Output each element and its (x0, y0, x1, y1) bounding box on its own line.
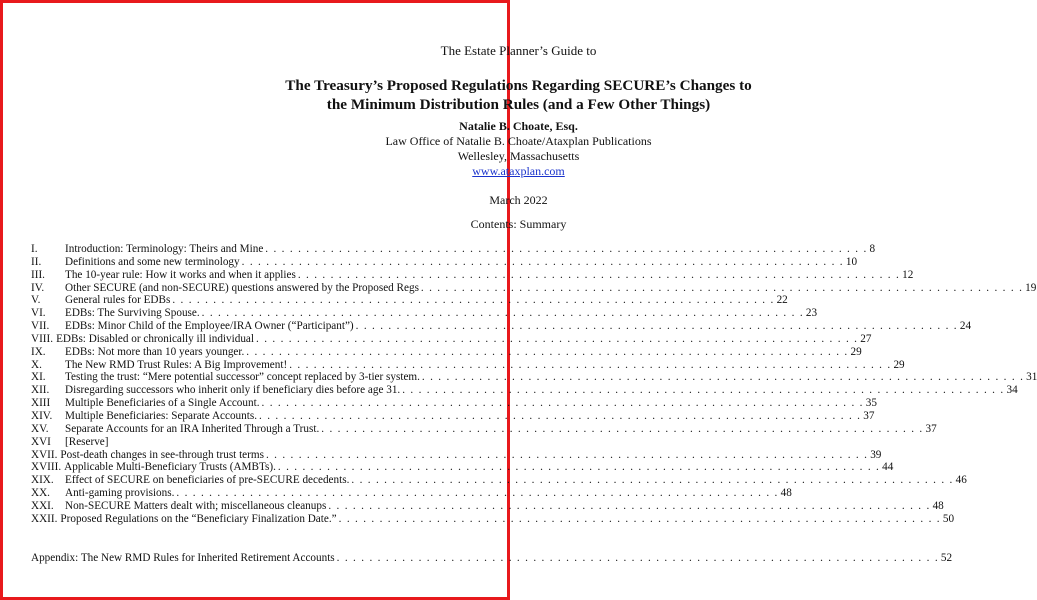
toc-title: EDBs: The Surviving Spouse. (65, 307, 200, 320)
toc-title: EDBs: Disabled or chronically ill individual (56, 332, 254, 345)
title-line-2: the Minimum Distribution Rules (and a Few Other Things) (326, 96, 711, 113)
document-page (3, 3, 1037, 597)
toc-title: EDBs: Minor Child of the Employee/IRA Owner (“Participant”) (65, 320, 354, 333)
toc-title: The New RMD Trust Rules: A Big Improvement! (65, 358, 288, 371)
table-of-contents (31, 243, 1037, 526)
leader-dots: . . . . . . . . . . . . . . . . . . . . . . . . . . . . . . . . . . . . . . . . . . . . . . . . . . . . . . . . . . . . . . . . . . . . . . . . . . (277, 461, 881, 474)
toc-page-number: 48 (932, 499, 944, 512)
toc-entry[interactable] (31, 307, 818, 320)
toc-title: General rules for EDBs (65, 294, 171, 307)
toc-page-number: 27 (860, 332, 872, 345)
toc-entry[interactable] (31, 358, 905, 372)
leader-dots: . . . . . . . . . . . . . . . . . . . . . . . . . . . . . . . . . . . . . . . . . . . . . . . . . . . . . . . . . . . . . . . . . . . . . . . . . . (338, 512, 941, 525)
leader-dots: . . . . . . . . . . . . . . . . . . . . . . . . . . . . . . . . . . . . . . . . . . . . . . . . . . . . . . . . . . . . . . . . . . . . . . . . . . (421, 371, 1025, 384)
toc-entry[interactable] (31, 371, 1037, 384)
toc-entry[interactable] (31, 281, 1037, 295)
website (3, 164, 1034, 179)
toc-page-number: 12 (902, 268, 914, 281)
toc-title: Post-death changes in see-through trust terms (60, 448, 264, 461)
toc-page-number: 29 (893, 358, 905, 371)
toc-entry[interactable] (31, 268, 914, 282)
toc-number: XXI. (31, 499, 54, 512)
toc-title: Non-SECURE Matters dealt with; miscellaneous cleanups (65, 499, 327, 512)
leader-dots: . . . . . . . . . . . . . . . . . . . . . . . . . . . . . . . . . . . . . . . . . . . . . . . . . . . . . . . . . . . . . . . . . . . . . . . . . . (172, 294, 775, 307)
toc-number: XXII. (31, 512, 58, 525)
toc-entry[interactable] (31, 397, 877, 410)
toc-page-number: 34 (1006, 384, 1018, 397)
toc-title: Other SECURE (and non-SECURE) questions answered by the Proposed Regs (65, 281, 419, 294)
toc-page-number: 22 (776, 294, 788, 307)
leader-dots: . . . . . . . . . . . . . . . . . . . . . . . . . . . . . . . . . . . . . . . . . . . . . . . . . . . . . . . . . . . . . . . . . . . . . . . . . . (420, 281, 1024, 294)
toc-entry[interactable] (31, 474, 967, 487)
appendix-page: 52 (940, 552, 953, 564)
toc-page-number: 48 (780, 487, 792, 500)
toc-entry[interactable] (31, 243, 876, 256)
leader-dots: . . . . . . . . . . . . . . . . . . . . . . . . . . . . . . . . . . . . . . . . . . . . . . . . . . . . . . . . . . . . . . . . . . . . . . . . . . (355, 320, 958, 333)
author-office: Law Office of Natalie B. Choate/Ataxplan Publications (385, 134, 652, 148)
toc-entry[interactable] (31, 448, 882, 462)
leader-dots: . . . . . . . . . . . . . . . . . . . . . . . . . . . . . . . . . . . . . . . . . . . . . . . . . . . . . . . . . . . . . . . . . . . . . . . . . . (402, 384, 1005, 397)
toc-page-number: 39 (870, 448, 882, 461)
leader-dots: . . . . . . . . . . . . . . . . . . . . . . . . . . . . . . . . . . . . . . . . . . . . . . . . . . . . . . . . . . . . . . . . . . . . . . . . . . (351, 474, 954, 487)
toc-number: XI. (31, 371, 46, 384)
toc-page-number: 44 (882, 461, 894, 474)
toc-title: Applicable Multi-Beneficiary Trusts (AMBTs). (64, 461, 276, 474)
toc-title: Anti-gaming provisions. (65, 487, 175, 500)
toc-page-number: 50 (942, 512, 955, 525)
toc-page-number: 46 (955, 474, 967, 487)
toc-number: VI. (31, 307, 46, 320)
toc-number: XV. (31, 422, 49, 435)
document-title (13, 76, 1024, 114)
toc-number: VIII. (31, 332, 54, 345)
toc-number: XVII. (31, 448, 58, 461)
toc-entry[interactable] (31, 384, 1018, 397)
toc-title: Effect of SECURE on beneficiaries of pre-SECURE decedents. (65, 474, 350, 487)
appendix-entry[interactable] (31, 552, 953, 564)
toc-title: The 10-year rule: How it works and when it applies (65, 268, 296, 281)
toc-number: III. (31, 268, 45, 281)
toc-entry[interactable] (31, 461, 894, 474)
toc-title: EDBs: Not more than 10 years younger. (65, 345, 245, 358)
leader-dots: . . . . . . . . . . . . . . . . . . . . . . . . . . . . . . . . . . . . . . . . . . . . . . . . . . . . . . . . . . . . . . . . . . . . . . . . . . (256, 332, 859, 345)
toc-entry[interactable] (31, 320, 972, 333)
publication-date: March 2022 (489, 193, 548, 207)
leader-dots: . . . . . . . . . . . . . . . . . . . . . . . . . . . . . . . . . . . . . . . . . . . . . . . . . . . . . . . . . . . . . . . . . . . . . . . . . . (261, 397, 864, 410)
toc-entry[interactable] (31, 422, 937, 436)
toc-title: Disregarding successors who inherit only if beneficiary dies before age 31. (65, 384, 401, 397)
leader-dots: . . . . . . . . . . . . . . . . . . . . . . . . . . . . . . . . . . . . . . . . . . . . . . . . . . . . . . . . . . . . . . . . . . . . . . . . . . (265, 243, 868, 255)
toc-entry[interactable] (31, 436, 486, 449)
toc-number: XVIII. (31, 461, 62, 474)
leader-dots: . . . . . . . . . . . . . . . . . . . . . . . . . . . . . . . . . . . . . . . . . . . . . . . . . . . . . . . . . . . . . . . . . . . . . . . . . . (297, 268, 901, 281)
toc-entry[interactable] (31, 255, 858, 269)
leader-dots: . . . . . . . . . . . . . . . . . . . . . . . . . . . . . . . . . . . . . . . . . . . . . . . . . . . . . . . . . . . . . . . . . . . . . . . . . . (259, 409, 862, 422)
guide-subtitle: The Estate Planner’s Guide to (440, 43, 597, 58)
appendix-title: Appendix: The New RMD Rules for Inherited Retirement Accounts (31, 552, 335, 564)
toc-number: XVI (31, 435, 51, 448)
leader-dots: . . . . . . . . . . . . . . . . . . . . . . . . . . . . . . . . . . . . . . . . . . . . . . . . . . . . . . . . . . . . . . . . . . . . . . . . . . (176, 487, 779, 500)
website-link[interactable]: www.ataxplan.com (472, 164, 565, 178)
toc-number: XX. (31, 487, 50, 500)
leader-dots: . . . . . . . . . . . . . . . . . . . . . . . . . . . . . . . . . . . . . . . . . . . . . . . . . . . . . . . . . . . . . . . . . . . . . . . . . . (241, 255, 844, 268)
toc-page-number: 19 (1025, 281, 1037, 294)
leader-dots: . . . . . . . . . . . . . . . . . . . . . . . . . . . . . . . . . . . . . . . . . . . . . . . . . . . . . . . . . . . . . . . . . . . . . . . . . . (336, 552, 939, 564)
toc-page-number: 24 (959, 320, 972, 333)
toc-page-number: 23 (805, 307, 818, 320)
toc-title: Separate Accounts for an IRA Inherited Through a Trust. (65, 422, 320, 435)
toc-number: I. (31, 243, 38, 255)
toc-title: Testing the trust: “Mere potential successor” concept replaced by 3-tier system. (65, 371, 420, 384)
title-line-1: The Treasury’s Proposed Regulations Regarding SECURE’s Changes to (285, 77, 752, 94)
toc-number: II. (31, 255, 42, 268)
leader-dots: . . . . . . . . . . . . . . . . . . . . . . . . . . . . . . . . . . . . . . . . . . . . . . . . . . . . . . . . . . . . . . . . . . . . . . . . . . (328, 499, 931, 512)
author-name: Natalie B. Choate, Esq. (459, 119, 578, 133)
toc-page-number: 8 (869, 243, 876, 255)
toc-title: Multiple Beneficiaries: Separate Accounts. (65, 409, 257, 422)
leader-dots: . . . . . . . . . . . . . . . . . . . . . . . . . . . . . . . . . . . . . . . . . . . . . . . . . . . . . . . . . . . . . . . . . . . . . . . . . . (201, 307, 804, 320)
toc-page-number: 37 (863, 409, 875, 422)
toc-title: Multiple Beneficiaries of a Single Account. (65, 397, 260, 410)
toc-number: X. (31, 358, 42, 371)
toc-page-number: 35 (865, 397, 877, 410)
toc-entry[interactable] (31, 332, 872, 346)
toc-entry[interactable] (31, 512, 955, 526)
toc-title: Introduction: Terminology: Theirs and Mine (65, 243, 264, 255)
toc-entry[interactable] (31, 345, 862, 359)
toc-entry[interactable] (31, 294, 788, 307)
toc-number: IX. (31, 345, 46, 358)
toc-number: XIV. (31, 409, 53, 422)
leader-dots: . . . . . . . . . . . . . . . . . . . . . . . . . . . . . . . . . . . . . . . . . . . . . . . . . . . . . . . . . . . . . . . . . . . . . . . . . . (321, 422, 924, 435)
toc-page-number: 31 (1026, 371, 1037, 384)
toc-page-number: 29 (850, 345, 862, 358)
toc-page-number: 37 (925, 422, 937, 435)
leader-dots: . . . . . . . . . . . . . . . . . . . . . . . . . . . . . . . . . . . . . . . . . . . . . . . . . . . . . . . . . . . . . . . . . . . . . . . . . . (289, 358, 892, 371)
toc-entry[interactable] (31, 499, 944, 513)
toc-entry[interactable] (31, 487, 792, 500)
toc-number: XII. (31, 384, 50, 397)
toc-number: XIX. (31, 474, 54, 487)
leader-dots: . . . . . . . . . . . . . . . . . . . . . . . . . . . . . . . . . . . . . . . . . . . . . . . . . . . . . . . . . . . . . . . . . . . . . . . . . . (246, 345, 849, 358)
toc-page-number: 10 (845, 255, 858, 268)
leader-dots: . . . . . . . . . . . . . . . . . . . . . . . . . . . . . . . . . . . . . . . . . . . . . . . . . . . . . . . . . . . . . . . . . . . . . . . . . . (265, 448, 869, 461)
contents-heading: Contents: Summary (470, 217, 567, 231)
toc-entry[interactable] (31, 409, 875, 423)
author-location: Wellesley, Massachusetts (457, 149, 580, 163)
toc-title: Proposed Regulations on the “Beneficiary Finalization Date.” (60, 512, 337, 525)
toc-number: IV. (31, 281, 45, 294)
toc-title: Definitions and some new terminology (65, 255, 240, 268)
toc-number: VII. (31, 320, 50, 333)
toc-number: XIII (31, 397, 51, 410)
toc-number: V. (31, 294, 41, 307)
toc-title: [Reserve] (65, 435, 109, 448)
